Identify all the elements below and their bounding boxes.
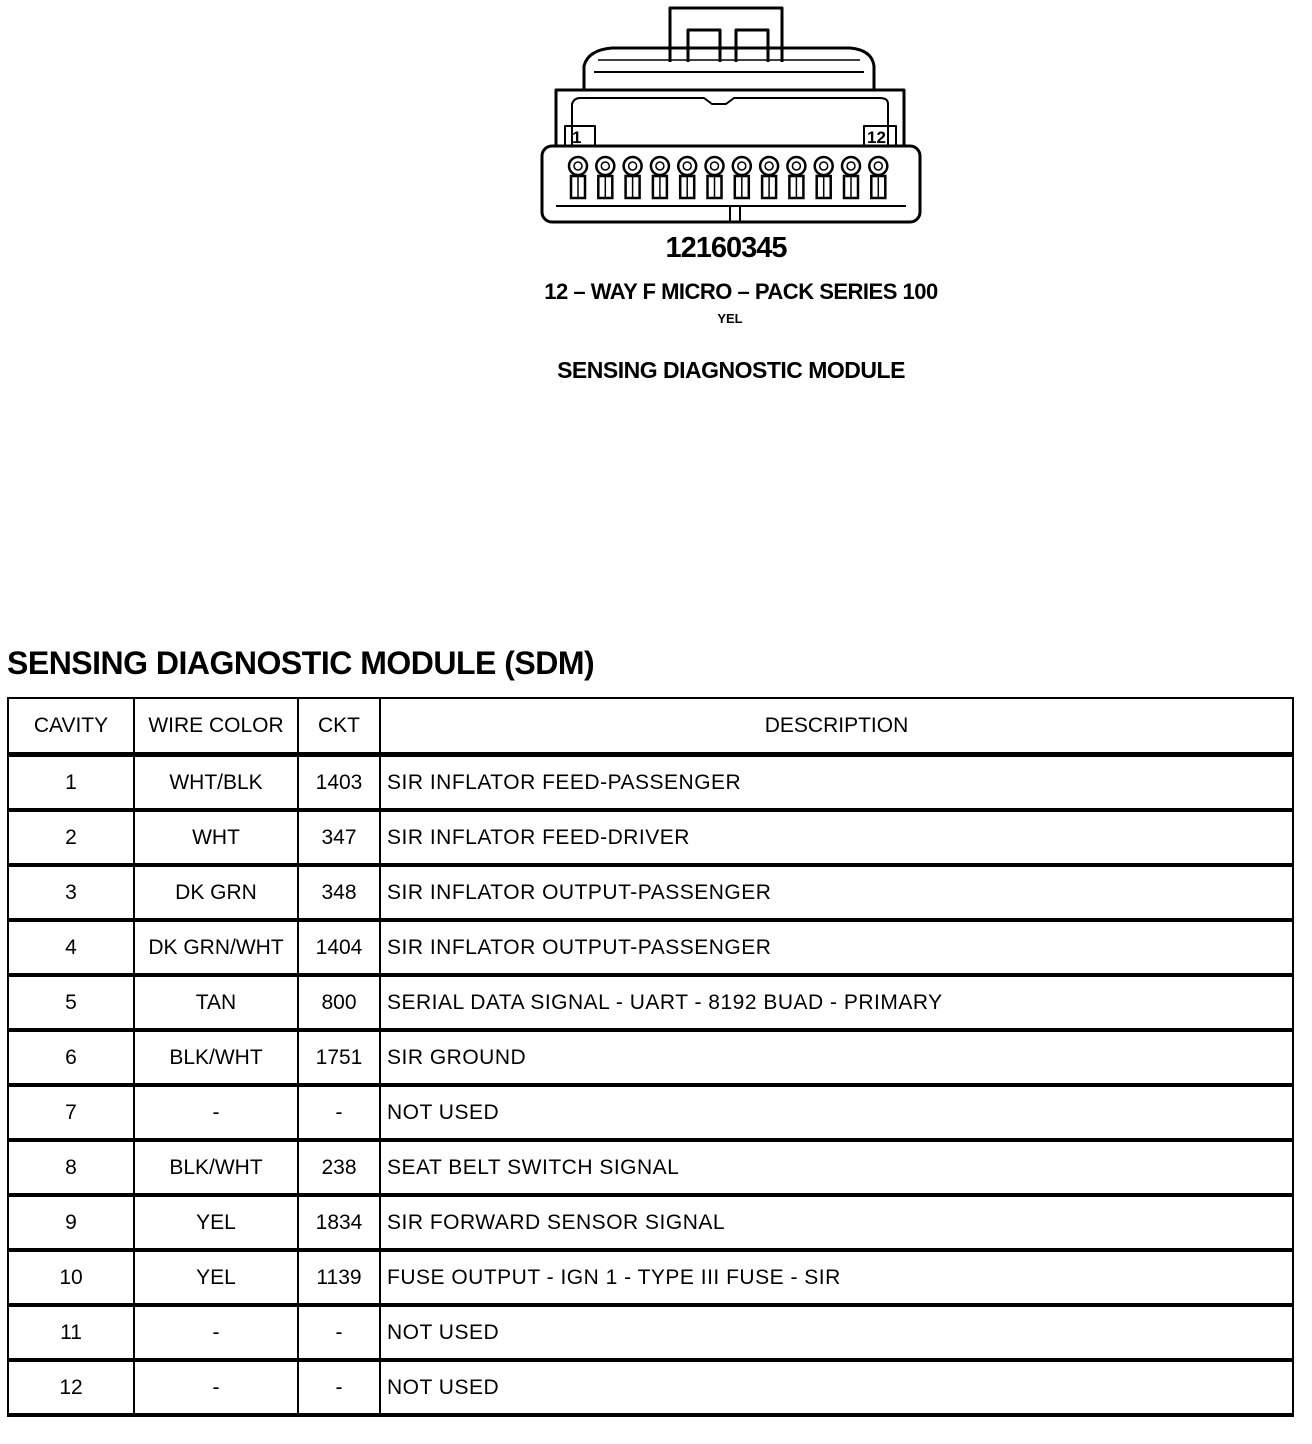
pin-terminal [733, 157, 751, 198]
cell-description: NOT USED [380, 1360, 1293, 1415]
cell-description: FUSE OUTPUT - IGN 1 - TYPE III FUSE - SIR [380, 1250, 1293, 1305]
pin-terminal [787, 157, 805, 198]
cell-description: SIR INFLATOR OUTPUT-PASSENGER [380, 865, 1293, 920]
pin-terminal [869, 157, 887, 198]
header-ckt: CKT [298, 698, 380, 755]
header-description: DESCRIPTION [380, 698, 1293, 755]
pin-terminal [760, 157, 778, 198]
table-row [8, 1140, 1293, 1195]
table-row [8, 1250, 1293, 1305]
cell-wire-color: BLK/WHT [134, 1030, 298, 1085]
cell-wire-color: - [134, 1360, 298, 1415]
cell-cavity: 1 [8, 755, 134, 811]
cell-description: NOT USED [380, 1305, 1293, 1360]
table-row [8, 755, 1293, 811]
cell-cavity: 4 [8, 920, 134, 975]
cell-ckt: - [298, 1305, 380, 1360]
cell-description: SIR INFLATOR FEED-DRIVER [380, 810, 1293, 865]
connector-drawing [530, 0, 930, 232]
table-header-row [8, 698, 1293, 755]
cell-description: SIR INFLATOR FEED-PASSENGER [380, 755, 1293, 811]
cell-wire-color: BLK/WHT [134, 1140, 298, 1195]
cell-cavity: 2 [8, 810, 134, 865]
cell-wire-color: YEL [134, 1250, 298, 1305]
cell-description: SERIAL DATA SIGNAL - UART - 8192 BUAD - PRIMARY [380, 975, 1293, 1030]
cell-ckt: 238 [298, 1140, 380, 1195]
cell-ckt: 1403 [298, 755, 380, 811]
section-title: SENSING DIAGNOSTIC MODULE (SDM) [7, 645, 595, 681]
cell-cavity: 6 [8, 1030, 134, 1085]
cell-wire-color: - [134, 1085, 298, 1140]
cell-ckt: - [298, 1085, 380, 1140]
cell-wire-color: TAN [134, 975, 298, 1030]
connector-upper-shell [584, 48, 874, 90]
cell-cavity: 11 [8, 1305, 134, 1360]
header-cavity: CAVITY [8, 698, 134, 755]
cell-ckt: 347 [298, 810, 380, 865]
table-row [8, 865, 1293, 920]
cell-wire-color: DK GRN/WHT [134, 920, 298, 975]
cell-wire-color: - [134, 1305, 298, 1360]
cell-description: SIR GROUND [380, 1030, 1293, 1085]
cell-wire-color: WHT/BLK [134, 755, 298, 811]
cell-cavity: 12 [8, 1360, 134, 1415]
cell-ckt: 800 [298, 975, 380, 1030]
cell-ckt: 1404 [298, 920, 380, 975]
pin-terminal [842, 157, 860, 198]
connector-color: YEL [717, 311, 743, 326]
pin-terminal [706, 157, 724, 198]
table-row [8, 1360, 1293, 1415]
cell-ckt: 1834 [298, 1195, 380, 1250]
cell-ckt: 1751 [298, 1030, 380, 1085]
cell-wire-color: WHT [134, 810, 298, 865]
cell-cavity: 10 [8, 1250, 134, 1305]
pin-terminal [678, 157, 696, 198]
pin-terminal [815, 157, 833, 198]
header-wire-color: WIRE COLOR [134, 698, 298, 755]
cell-ckt: 1139 [298, 1250, 380, 1305]
table-row [8, 975, 1293, 1030]
cell-cavity: 9 [8, 1195, 134, 1250]
cell-ckt: 348 [298, 865, 380, 920]
pin-terminal [569, 157, 587, 198]
cell-cavity: 5 [8, 975, 134, 1030]
cell-cavity: 7 [8, 1085, 134, 1140]
table-row [8, 920, 1293, 975]
cell-wire-color: YEL [134, 1195, 298, 1250]
table-row [8, 1085, 1293, 1140]
pin-terminals [569, 157, 887, 198]
cell-description: NOT USED [380, 1085, 1293, 1140]
cell-description: SEAT BELT SWITCH SIGNAL [380, 1140, 1293, 1195]
pin-terminal [596, 157, 614, 198]
cell-cavity: 8 [8, 1140, 134, 1195]
table-row [8, 1305, 1293, 1360]
cell-cavity: 3 [8, 865, 134, 920]
cell-description: SIR FORWARD SENSOR SIGNAL [380, 1195, 1293, 1250]
cell-wire-color: DK GRN [134, 865, 298, 920]
connector-caption: SENSING DIAGNOSTIC MODULE [557, 357, 905, 383]
connector-part-number: 12160345 [665, 232, 787, 264]
table-row [8, 1195, 1293, 1250]
connector-type: 12 – WAY F MICRO – PACK SERIES 100 [544, 279, 938, 304]
pinout-table [7, 697, 1294, 1417]
cell-description: SIR INFLATOR OUTPUT-PASSENGER [380, 920, 1293, 975]
table-row [8, 1030, 1293, 1085]
cell-ckt: - [298, 1360, 380, 1415]
table-row [8, 810, 1293, 865]
pin-terminal [651, 157, 669, 198]
pin-label-last: 12 [867, 128, 886, 147]
pin-label-first: 1 [572, 128, 582, 147]
pin-terminal [624, 157, 642, 198]
